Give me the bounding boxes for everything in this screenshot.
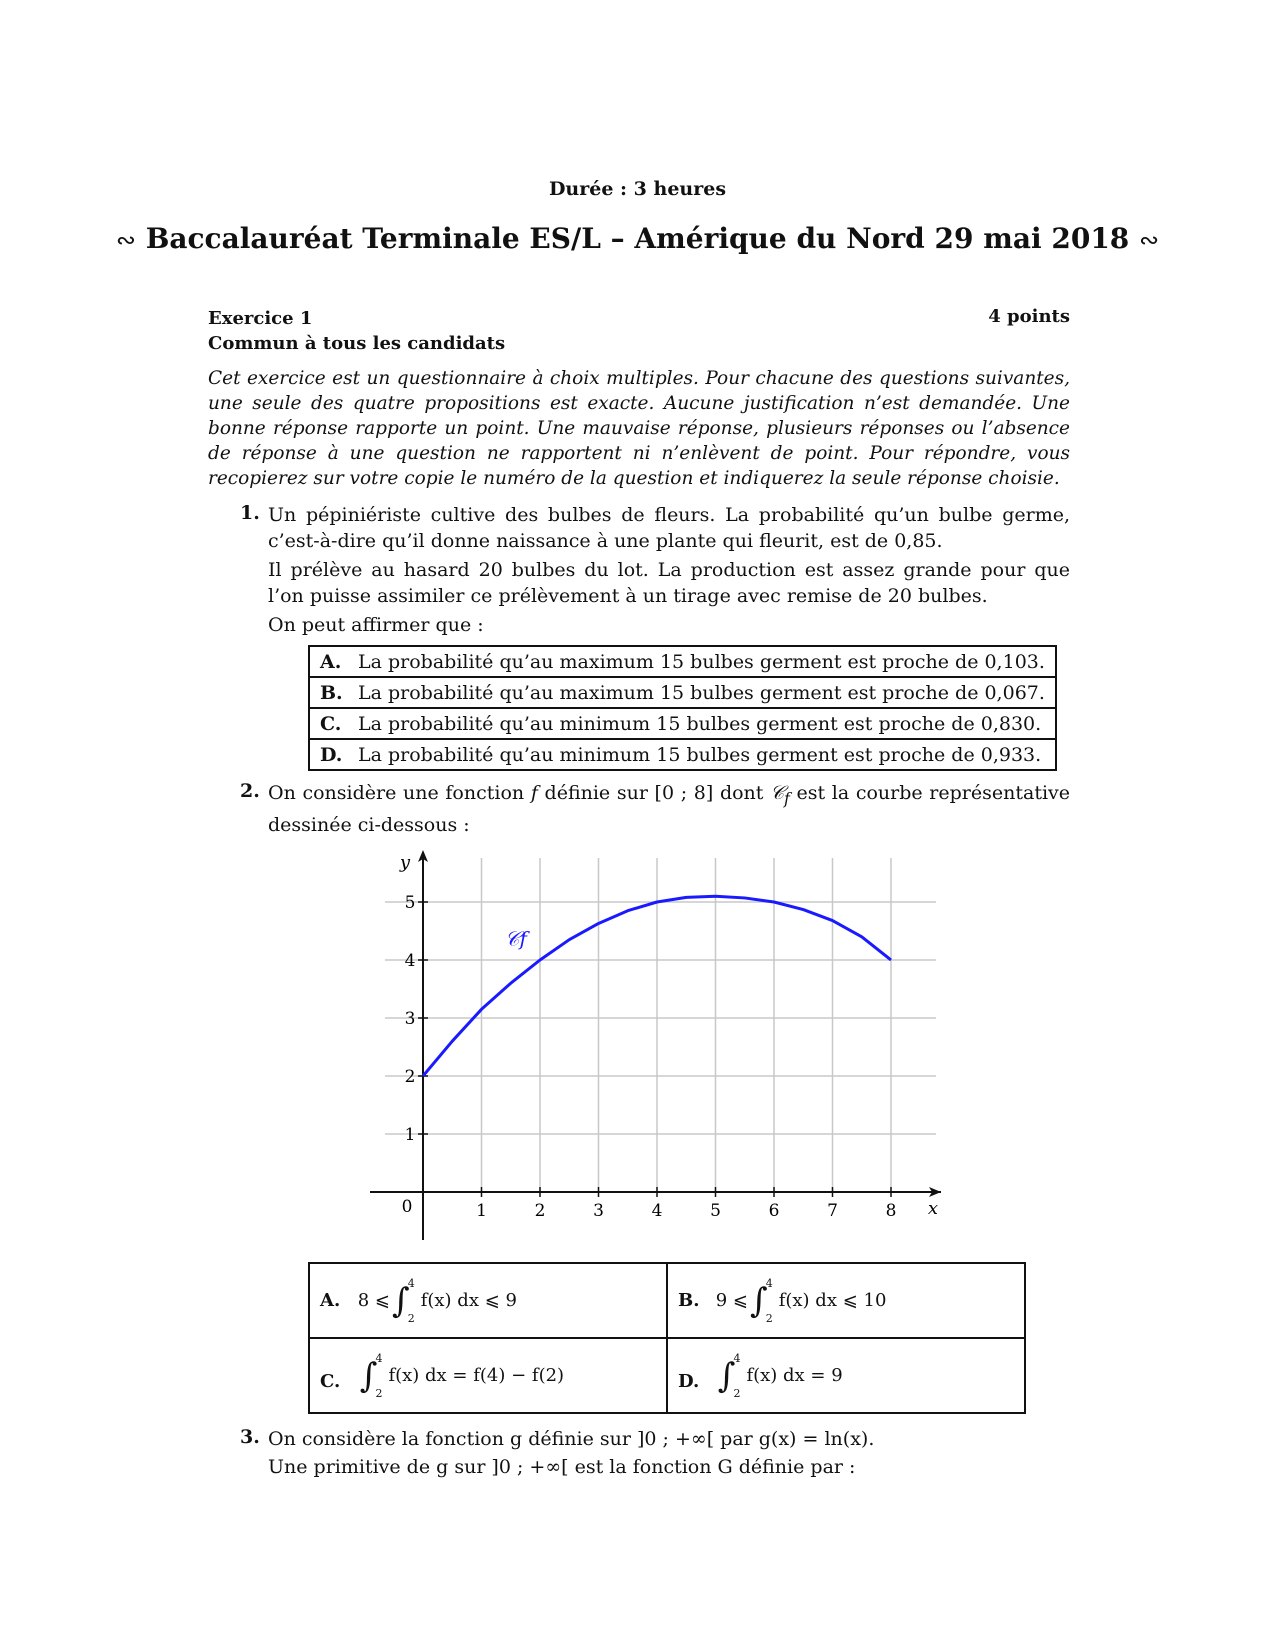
y-tick-label: 4	[404, 951, 416, 971]
question-2-text	[268, 780, 1070, 838]
q3-line-2: Une primitive de g sur ]0 ; +∞[ est la fonction G définie par :	[268, 1456, 856, 1478]
option-label: B.	[320, 681, 343, 704]
lower-bound: 2	[765, 1311, 773, 1325]
exercise-header	[208, 306, 505, 356]
ornament-left-icon: ∾	[115, 226, 136, 254]
q2-f: f	[530, 782, 538, 804]
question-2-number: 2.	[240, 780, 260, 802]
upper-bound: 4	[407, 1276, 415, 1290]
option-integrand: f(x) dx = 9	[746, 1365, 843, 1386]
option-text: La probabilité qu’au maximum 15 bulbes germent est proche de 0,067.	[358, 681, 1045, 704]
q2-option-c	[309, 1338, 667, 1413]
option-label: A.	[320, 650, 342, 673]
exercise-audience: Commun à tous les candidats	[208, 333, 506, 354]
option-text: La probabilité qu’au minimum 15 bulbes germent est proche de 0,830.	[358, 712, 1042, 735]
x-tick-label: 8	[885, 1201, 897, 1221]
y-tick-label: 3	[404, 1009, 416, 1029]
x-tick-label: 2	[534, 1201, 546, 1221]
integral-icon: ∫	[750, 1280, 768, 1321]
option-label: D.	[678, 1370, 700, 1392]
lower-bound: 2	[407, 1311, 415, 1325]
question-1-number: 1.	[240, 502, 260, 524]
origin-label: 0	[401, 1197, 413, 1217]
lower-bound: 2	[733, 1386, 741, 1400]
function-graph	[370, 850, 960, 1260]
q1-option-d	[309, 739, 1056, 770]
q1-option-b	[309, 677, 1056, 708]
q1-options-table	[308, 645, 1057, 771]
option-text: La probabilité qu’au maximum 15 bulbes germent est proche de 0,103.	[358, 650, 1045, 673]
q1-option-c	[309, 708, 1056, 739]
q2-cf: 𝒞$_f$	[770, 782, 790, 808]
option-integrand: f(x) dx = f(4) − f(2)	[388, 1365, 565, 1386]
q2-option-d	[667, 1338, 1025, 1413]
q1-option-a	[309, 646, 1056, 677]
q1-paragraph-3: On peut affirmer que :	[268, 614, 484, 636]
exercise-points: 4 points	[988, 306, 1070, 327]
page-title	[0, 222, 1275, 255]
title-text: Baccalauréat Terminale ES/L – Amérique du Nord 29 mai 2018	[145, 222, 1130, 255]
x-tick-label: 7	[827, 1201, 838, 1221]
q2-option-b	[667, 1263, 1025, 1338]
option-label: B.	[678, 1290, 700, 1311]
x-tick-label: 6	[768, 1201, 780, 1221]
integral-icon: ∫	[392, 1280, 410, 1321]
q2-option-a	[309, 1263, 667, 1338]
question-1-text	[268, 502, 1070, 641]
y-tick-label: 1	[404, 1125, 416, 1145]
option-integrand: f(x) dx ⩽ 9	[420, 1290, 517, 1311]
y-axis-label: y	[399, 852, 411, 873]
question-3-text	[268, 1426, 1070, 1482]
exercise-intro: Cet exercice est un questionnaire à choix multiples. Pour chacune des questions suivantes, une seule des quatre propositions est exacte. Aucune justification n’est demandée. Une bonne réponse rapporte un point. Une mauvaise réponse, plusieurs réponses ou l’absence de réponse à une question ne rapportent ni n’enlèvent de point. Pour répondre, vous recopierez sur votre copie le numéro de la question et indiquerez la seule réponse choisie.	[208, 368, 1070, 489]
x-tick-label: 5	[710, 1201, 721, 1221]
q2-text-part-3: est la courbe représentative dessinée ci-dessous :	[268, 782, 1071, 836]
option-label: A.	[320, 1290, 341, 1311]
option-label: C.	[320, 1370, 341, 1392]
ornament-right-icon: ∾	[1139, 226, 1160, 254]
upper-bound: 4	[733, 1351, 741, 1365]
axes	[370, 850, 941, 1240]
question-3-number: 3.	[240, 1426, 260, 1448]
x-tick-label: 4	[651, 1201, 663, 1221]
exercise-name: Exercice 1	[208, 308, 313, 329]
integral-icon: ∫	[717, 1355, 736, 1396]
lower-bound: 2	[375, 1386, 383, 1400]
option-label: D.	[320, 743, 343, 766]
q1-paragraph-2: Il prélève au hasard 20 bulbes du lot. La production est assez grande pour que l’on puisse assimiler ce prélèvement à un tirage avec remise de 20 bulbes.	[268, 559, 1070, 607]
y-tick-label: 2	[404, 1067, 416, 1087]
q1-paragraph-1: Un pépiniériste cultive des bulbes de fleurs. La probabilité qu’un bulbe germe, c’est-à-dire qu’il donne naissance à une plante qui fleurit, est de 0,85.	[268, 504, 1070, 552]
upper-bound: 4	[765, 1276, 773, 1290]
option-integrand: f(x) dx ⩽ 10	[778, 1290, 887, 1311]
q2-text-part-1: On considère une fonction	[268, 782, 525, 804]
option-text: La probabilité qu’au minimum 15 bulbes germent est proche de 0,933.	[358, 743, 1042, 766]
upper-bound: 4	[375, 1351, 383, 1365]
x-tick-label: 3	[593, 1201, 604, 1221]
option-label: C.	[320, 712, 342, 735]
y-tick-label: 5	[404, 893, 416, 913]
tick-labels	[399, 852, 938, 1221]
x-axis-label: x	[927, 1198, 939, 1219]
duration: Durée : 3 heures	[548, 178, 727, 200]
option-left: 9 ⩽	[715, 1290, 748, 1311]
integral-icon: ∫	[359, 1355, 378, 1396]
q2-text-part-2: définie sur [0 ; 8] dont	[544, 782, 764, 804]
q2-options-table	[308, 1262, 1026, 1414]
x-tick-label: 1	[476, 1201, 487, 1221]
option-left: 8 ⩽	[357, 1290, 390, 1311]
curve-label: 𝒞f	[504, 926, 527, 951]
q3-line-1: On considère la fonction g définie sur ]0 ; +∞[ par g(x) = ln(x).	[268, 1428, 875, 1450]
